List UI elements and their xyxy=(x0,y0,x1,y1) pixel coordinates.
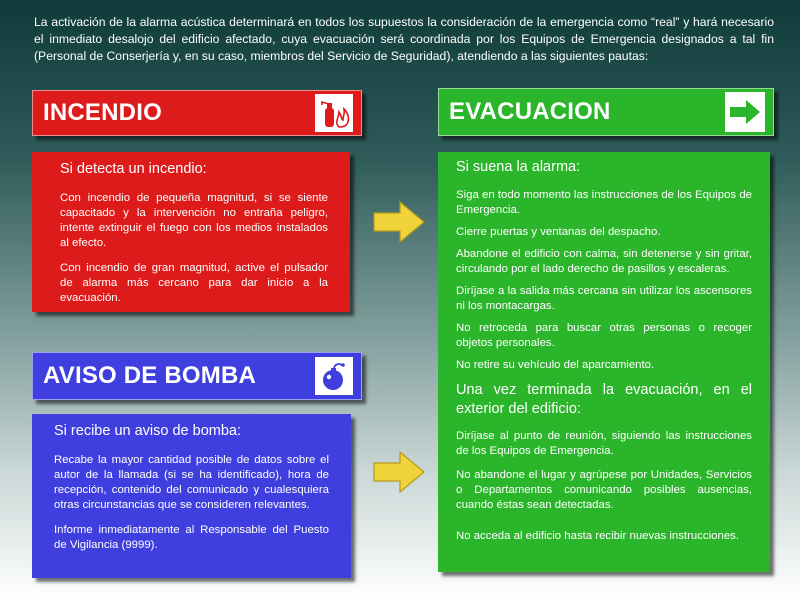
bomba-subtitle: Si recibe un aviso de bomba: xyxy=(54,423,241,439)
evacuacion-content xyxy=(438,152,770,572)
evacuacion-item: Siga en todo momento las instrucciones de los Equipos de Emergencia. xyxy=(456,189,752,216)
incendio-subtitle: Si detecta un incendio: xyxy=(60,161,207,177)
evacuacion-item: Diríjase a la salida más cercana sin utilizar los ascensores ni los montacargas. xyxy=(456,285,752,312)
incendio-paragraph: Con incendio de pequeña magnitud, si se siente capacitado y la intervención no entraña peligro, intente extinguir el fuego con los medios instalados al efecto. xyxy=(60,192,328,249)
evacuacion-header xyxy=(438,88,774,136)
bomba-paragraph: Informe inmediatamente al Responsable del Puesto de Vigilancia (9999). xyxy=(54,524,329,551)
evacuacion-item: No acceda al edificio hasta recibir nuevas instrucciones. xyxy=(456,530,740,542)
incendio-content xyxy=(32,152,350,312)
evacuacion-subtitle-exterior: Una vez terminada la evacuación, en el exterior del edificio: xyxy=(456,382,752,417)
evacuacion-subtitle-alarma: Si suena la alarma: xyxy=(456,159,581,175)
evacuacion-item: No retroceda para buscar otras personas o recoger objetos personales. xyxy=(456,322,752,349)
evacuacion-item: Abandone el edificio con calma, sin detenerse y sin gritar, circulando por el lado derecho de pasillos y escaleras. xyxy=(456,248,752,275)
incendio-header xyxy=(32,90,362,136)
incendio-paragraph: Con incendio de gran magnitud, active el pulsador de alarma más cercano para dar inicio a la evacuación. xyxy=(60,262,328,304)
bomb-icon xyxy=(315,357,353,395)
intro-text: La activación de la alarma acústica determinará en todos los supuestos la consideración de la emergencia como “real” y hará necesario el inmediato desalojo del edificio afectado, cuya evacuación será coordinada por los Equipos de Emergencia designados a tal fin (Personal de Conserjería y, en su caso, miembros del Servicio de Seguridad), atendiendo a las siguientes pautas: xyxy=(34,15,774,63)
evacuacion-title: EVACUACION xyxy=(449,98,611,125)
evacuacion-item: No retire su vehículo del aparcamiento. xyxy=(456,359,655,371)
evacuacion-item: Diríjase al punto de reunión, siguiendo las instrucciones de los Equipos de Emergencia. xyxy=(456,430,752,457)
evacuacion-item: Cierre puertas y ventanas del despacho. xyxy=(456,226,661,238)
right-arrow-icon xyxy=(725,92,765,132)
bomba-content xyxy=(32,414,351,578)
bomba-title: AVISO DE BOMBA xyxy=(43,362,257,389)
fire-extinguisher-icon xyxy=(315,94,353,132)
evacuacion-item: No abandone el lugar y agrúpese por Unidades, Servicios o Departamentos comunicando posibles ausencias, cuando éstas sean detectadas. xyxy=(456,469,752,511)
yellow-arrow-icon xyxy=(372,449,426,495)
bomba-paragraph: Recabe la mayor cantidad posible de datos sobre el autor de la llamada (si se ha identificado), hora de recepción, contenido del comunicado y cualesquiera otras circunstancias que se consideren relevantes. xyxy=(54,454,329,511)
incendio-title: INCENDIO xyxy=(43,99,162,126)
yellow-arrow-icon xyxy=(372,199,426,245)
bomba-header xyxy=(32,352,362,400)
